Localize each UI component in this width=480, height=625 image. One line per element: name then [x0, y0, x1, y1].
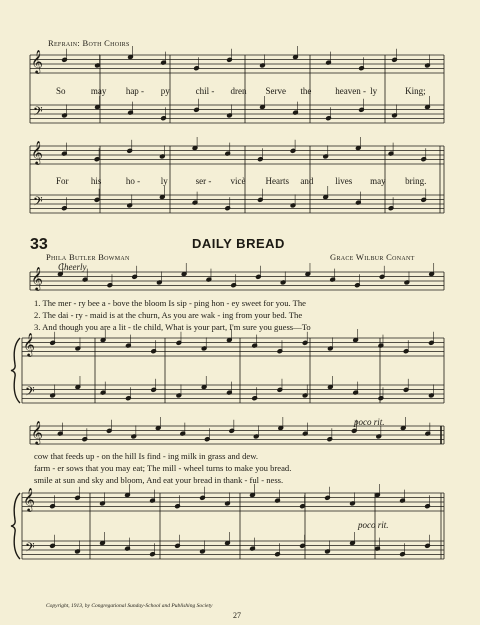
refrain-1-syllable: py — [160, 86, 170, 96]
svg-text:𝄞: 𝄞 — [31, 266, 43, 290]
refrain-1-syllable: the — [300, 86, 312, 96]
svg-text:𝄞: 𝄞 — [23, 487, 35, 511]
refrain-2-syllable: Hearts — [265, 176, 289, 186]
refrain-2-syllable: lives — [335, 176, 353, 186]
refrain-2-syllable: ho - — [125, 176, 141, 186]
poco-rit-top: poco rit. — [354, 417, 385, 427]
hymn-composer: Grace Wilbur Conant — [330, 252, 415, 262]
refrain-1-syllable: King; — [405, 86, 426, 96]
verse-2-line-a: 2. The dai - ry - maid is at the churn, As you are wak - ing from your bed. The — [34, 310, 303, 320]
verse-1-line-b: cow that feeds up - on the hill Is find - ing milk in grass and dew. — [34, 451, 259, 461]
poco-rit-bottom: poco rit. — [358, 520, 389, 530]
copyright-notice: Copyright, 1913, by Congregational Sunday-School and Publishing Society — [46, 603, 213, 609]
refrain-1-syllable: Serve — [265, 86, 286, 96]
refrain-1-syllable: chil - — [195, 86, 215, 96]
refrain-2-syllable: may — [370, 176, 386, 186]
svg-text:𝄞: 𝄞 — [31, 49, 43, 73]
refrain-1-syllable: ly — [370, 86, 378, 96]
refrain-2-syllable: ser - — [195, 176, 212, 186]
refrain-1-syllable: heaven - — [335, 86, 366, 96]
refrain-2-syllable: ly — [160, 176, 168, 186]
hymn-number: 33 — [30, 236, 48, 253]
svg-text:𝄞: 𝄞 — [31, 420, 43, 444]
refrain-label: Refrain: Both Choirs — [48, 38, 130, 48]
svg-text:𝄞: 𝄞 — [31, 140, 43, 164]
svg-text:𝄞: 𝄞 — [23, 332, 35, 356]
refrain-2-syllable: and — [300, 176, 314, 186]
hymn-author: Phila Butler Bowman — [46, 252, 130, 262]
verse-3-line-a: 3. And though you are a lit - tle child, What is your part, I'm sure you guess—To — [34, 322, 311, 332]
refrain-1-syllable: So — [56, 86, 66, 96]
svg-text:𝄢: 𝄢 — [33, 104, 43, 122]
refrain-1-syllable: hap - — [125, 86, 145, 96]
svg-text:𝄢: 𝄢 — [25, 384, 35, 402]
page-number: 27 — [233, 611, 241, 620]
refrain-1-syllable: may — [90, 86, 107, 96]
refrain-2-syllable: bring. — [405, 176, 427, 186]
refrain-2-syllable: vicè — [230, 176, 246, 186]
svg-text:𝄢: 𝄢 — [33, 194, 43, 212]
tempo-marking: Cheerly — [58, 262, 87, 272]
verse-1-line-a: 1. The mer - ry bee a - bove the bloom Is sip - ping hon - ey sweet for you. The — [34, 298, 306, 308]
refrain-2-syllable: For — [56, 176, 69, 186]
refrain-1-syllable: dren — [230, 86, 247, 96]
verse-3-line-b: smile at sun and sky and bloom, And eat your bread in thank - ful - ness. — [34, 475, 284, 485]
hymn-title: DAILY BREAD — [192, 236, 285, 251]
verse-2-line-b: farm - er sows that you may eat; The mill - wheel turns to make you bread. — [34, 463, 292, 473]
refrain-2-syllable: his — [90, 176, 102, 186]
svg-text:𝄢: 𝄢 — [25, 540, 35, 558]
